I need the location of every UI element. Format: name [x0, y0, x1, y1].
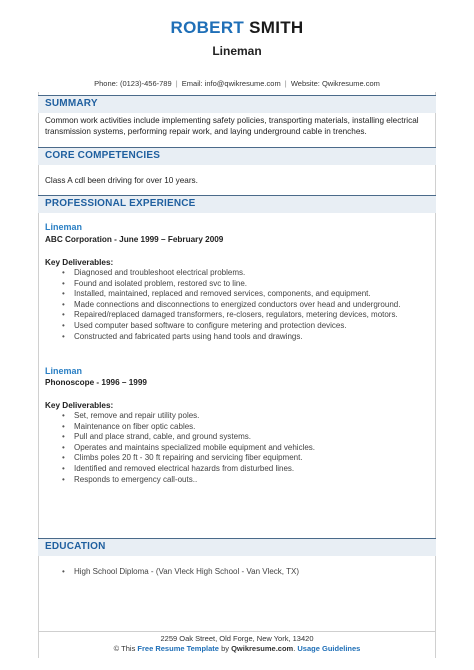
usage-guidelines-link[interactable]: Usage Guidelines — [297, 644, 361, 653]
last-name: SMITH — [249, 18, 304, 37]
list-item: • Identified and removed electrical hazards from disturbed lines. — [62, 464, 422, 475]
job-bullets — [62, 411, 422, 485]
list-item: • Made connections and disconnections to energized conductors over head and underground. — [62, 300, 422, 311]
footer-period: . — [293, 644, 296, 653]
separator: | — [175, 79, 178, 88]
footer-credits — [0, 644, 474, 654]
site-link[interactable]: Qwikresume.com — [231, 644, 294, 653]
job-bullets — [62, 268, 422, 342]
list-item: • Repaired/replaced damaged transformers, re-closers, regulators, metering devices, motors. — [62, 310, 422, 321]
list-item: • Climbs poles 20 ft - 30 ft repairing and servicing fiber equipment. — [62, 453, 422, 464]
job-company: ABC Corporation - June 1999 – February 2009 — [45, 235, 224, 244]
list-item: • Maintenance on fiber optic cables. — [62, 422, 422, 433]
list-item: • Operates and maintains specialized mobile equipment and vehicles. — [62, 443, 422, 454]
list-item: • Installed, maintained, replaced and removed services, components, and equipment. — [62, 289, 422, 300]
list-item: • High School Diploma - (Van Vleck High School - Van Vleck, TX) — [62, 567, 422, 578]
education-list — [62, 567, 422, 578]
job-company: Phonoscope - 1996 – 1999 — [45, 378, 147, 387]
phone-text: Phone: (0123)-456-789 — [94, 79, 172, 88]
list-item: • Set, remove and repair utility poles. — [62, 411, 422, 422]
list-item: • Pull and place strand, cable, and ground systems. — [62, 432, 422, 443]
list-item: • Used computer based software to configure metering and protection devices. — [62, 321, 422, 332]
section-heading-summary: SUMMARY — [38, 95, 436, 113]
footer-by: by — [221, 644, 229, 653]
list-item: • Responds to emergency call-outs.. — [62, 475, 422, 486]
key-deliverables-label: Key Deliverables: — [45, 401, 114, 410]
competencies-text: Class A cdl been driving for over 10 years. — [45, 176, 198, 185]
list-item: • Found and isolated problem, restored svc to line. — [62, 279, 422, 290]
candidate-name — [0, 18, 474, 38]
section-heading-education: EDUCATION — [38, 538, 436, 556]
footer-divider — [38, 631, 436, 632]
footer-address: 2259 Oak Street, Old Forge, New York, 13420 — [160, 634, 314, 643]
job-role: Lineman — [45, 366, 83, 376]
footer — [0, 634, 474, 654]
job-role: Lineman — [45, 222, 83, 232]
key-deliverables-label: Key Deliverables: — [45, 258, 114, 267]
first-name: ROBERT — [170, 18, 245, 37]
email-text: Email: info@qwikresume.com — [181, 79, 281, 88]
section-heading-experience: PROFESSIONAL EXPERIENCE — [38, 195, 436, 213]
website-text: Website: Qwikresume.com — [290, 79, 380, 88]
separator: | — [284, 79, 287, 88]
section-heading-competencies: CORE COMPETENCIES — [38, 147, 436, 165]
summary-text: Common work activities include implementing safety policies, transporting materials, installing electrical transmission systems, performing repair work, and laying underground cable in trenches. — [45, 116, 419, 136]
list-item: • Diagnosed and troubleshoot electrical problems. — [62, 268, 422, 279]
contact-line — [0, 79, 474, 88]
job-title: Lineman — [212, 44, 262, 58]
list-item: • Constructed and fabricated parts using hand tools and drawings. — [62, 332, 422, 343]
footer-prefix: © This — [113, 644, 136, 653]
free-template-link[interactable]: Free Resume Template — [137, 644, 219, 653]
